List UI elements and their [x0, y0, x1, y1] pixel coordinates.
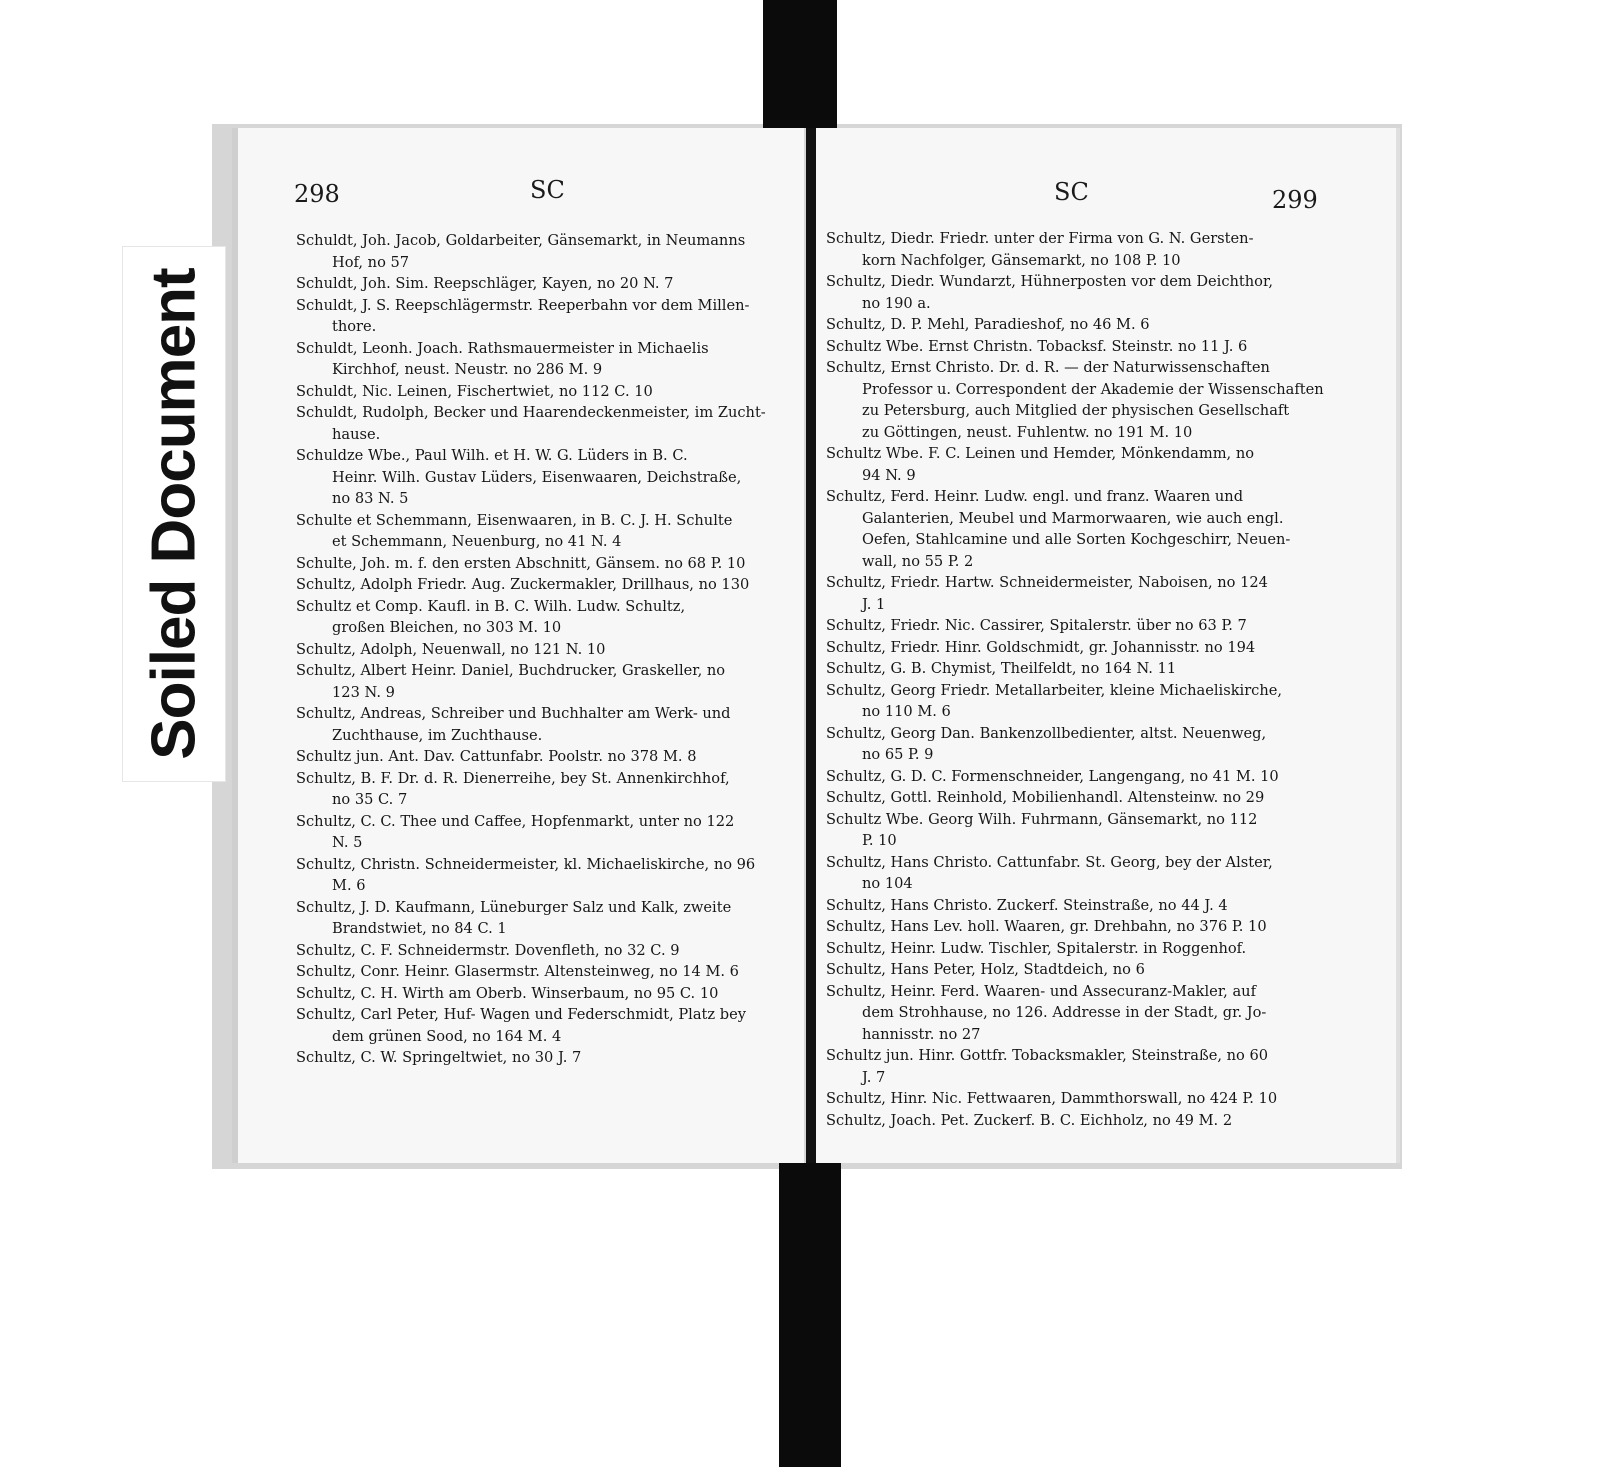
- entry-first-line: Schultz, Diedr. Wundarzt, Hühnerposten vor dem Deichthor,: [826, 273, 1273, 290]
- entry-continuation-line: no 35 C. 7: [332, 791, 408, 808]
- entry-first-line: Schuldt, Joh. Sim. Reepschläger, Kayen, no 20 N. 7: [296, 275, 674, 292]
- entry-continuation-line: thore.: [332, 318, 377, 335]
- entry-first-line: Schuldt, J. S. Reepschlägermstr. Reeperbahn vor dem Millen-: [296, 296, 750, 314]
- entry-first-line: Schultz, Andreas, Schreiber und Buchhalter am Werk- und: [296, 705, 731, 722]
- entry-first-line: Schultz, Carl Peter, Huf- Wagen und Federschmidt, Platz bey: [296, 1006, 746, 1023]
- directory-entry: [296, 768, 794, 811]
- directory-entry: [296, 703, 794, 746]
- directory-entry: [826, 357, 1328, 443]
- directory-entry: [826, 615, 1328, 637]
- entry-first-line: Schuldt, Nic. Leinen, Fischertwiet, no 112 C. 10: [296, 382, 653, 400]
- directory-entry: [826, 916, 1328, 938]
- entry-first-line: Schultz, Joach. Pet. Zuckerf. B. C. Eichholz, no 49 M. 2: [826, 1111, 1233, 1129]
- entry-first-line: Schultz, C. H. Wirth am Oberb. Winserbaum, no 95 C. 10: [296, 984, 719, 1002]
- directory-entry: [826, 486, 1328, 572]
- directory-entry: [826, 959, 1328, 981]
- directory-entry: [296, 639, 794, 661]
- entry-continuation-line: Hof, no 57: [332, 253, 410, 271]
- entry-first-line: Schultz, Ferd. Heinr. Ludw. engl. und franz. Waaren und: [826, 488, 1244, 505]
- entry-first-line: Schultz jun. Ant. Dav. Cattunfabr. Poolstr. no 378 M. 8: [296, 748, 697, 765]
- entry-continuation-line: Galanterien, Meubel und Marmorwaaren, wie auch engl.: [862, 509, 1284, 527]
- entry-continuation-line: Brandstwiet, no 84 C. 1: [332, 920, 507, 937]
- entry-continuation-line: N. 5: [332, 834, 363, 851]
- directory-entry: [826, 271, 1328, 314]
- directory-entry: [296, 897, 794, 940]
- right-page-number: 299: [1272, 186, 1318, 214]
- directory-entry: [826, 228, 1328, 271]
- entry-first-line: Schultz Wbe. Ernst Christn. Tobacksf. Steinstr. no 11 J. 6: [826, 337, 1248, 355]
- entry-continuation-line: no 104: [862, 875, 913, 892]
- entry-continuation-line: et Schemmann, Neuenburg, no 41 N. 4: [332, 533, 622, 550]
- entry-first-line: Schultz, Friedr. Hartw. Schneidermeister, Naboisen, no 124: [826, 574, 1268, 591]
- entry-first-line: Schuldze Wbe., Paul Wilh. et H. W. G. Lüders in B. C.: [296, 447, 688, 464]
- entry-first-line: Schultz, Ernst Christo. Dr. d. R. — der Naturwissenschaften: [826, 359, 1270, 376]
- entry-first-line: Schuldt, Leonh. Joach. Rathsmauermeister in Michaelis: [296, 339, 709, 357]
- directory-entry: [296, 381, 794, 403]
- entry-first-line: Schultz, Hinr. Nic. Fettwaaren, Dammthorswall, no 424 P. 10: [826, 1090, 1278, 1107]
- directory-entry: [826, 1110, 1328, 1132]
- entry-continuation-line: zu Göttingen, neust. Fuhlentw. no 191 M. 10: [862, 423, 1193, 441]
- binding-strip-bottom: [779, 1163, 841, 1467]
- entry-continuation-line: no 65 P. 9: [862, 746, 934, 763]
- entry-first-line: Schultz, Heinr. Ludw. Tischler, Spitalerstr. in Roggenhof.: [826, 939, 1247, 957]
- directory-entry: [296, 445, 794, 510]
- entry-continuation-line: no 110 M. 6: [862, 703, 951, 720]
- soiled-document-label: [122, 246, 226, 782]
- entry-continuation-line: Oefen, Stahlcamine und alle Sorten Kochgeschirr, Neuen-: [862, 531, 1291, 548]
- entry-first-line: Schultz, Hans Lev. holl. Waaren, gr. Drehbahn, no 376 P. 10: [826, 918, 1267, 935]
- entry-continuation-line: J. 1: [862, 595, 886, 613]
- entry-first-line: Schultz Wbe. Georg Wilh. Fuhrmann, Gänsemarkt, no 112: [826, 810, 1258, 828]
- directory-entry: [296, 961, 794, 983]
- directory-entry: [826, 938, 1328, 960]
- entry-first-line: Schultz, Christn. Schneidermeister, kl. Michaeliskirche, no 96: [296, 855, 756, 873]
- directory-entry: [826, 1045, 1328, 1088]
- entry-first-line: Schultz, D. P. Mehl, Paradieshof, no 46 M. 6: [826, 316, 1150, 333]
- entry-continuation-line: wall, no 55 P. 2: [862, 552, 974, 570]
- directory-entry: [826, 658, 1328, 680]
- entry-first-line: Schultz, Hans Christo. Cattunfabr. St. Georg, bey der Alster,: [826, 853, 1273, 871]
- entry-first-line: Schultz, G. D. C. Formenschneider, Langengang, no 41 M. 10: [826, 767, 1279, 785]
- entry-continuation-line: no 83 N. 5: [332, 490, 409, 507]
- entry-first-line: Schultz, Friedr. Nic. Cassirer, Spitalerstr. über no 63 P. 7: [826, 617, 1247, 634]
- entry-first-line: Schultz, C. C. Thee und Caffee, Hopfenmarkt, unter no 122: [296, 812, 735, 830]
- directory-entry: [296, 273, 794, 295]
- entry-first-line: Schultz, Diedr. Friedr. unter der Firma von G. N. Gersten-: [826, 230, 1254, 247]
- directory-entry: [296, 402, 794, 445]
- directory-entry: [826, 680, 1328, 723]
- directory-entry: [826, 443, 1328, 486]
- book-spine: [806, 128, 816, 1163]
- entry-first-line: Schultz, C. W. Springeltwiet, no 30 J. 7: [296, 1049, 582, 1066]
- entry-first-line: Schultz, Adolph, Neuenwall, no 121 N. 10: [296, 640, 606, 658]
- entry-first-line: Schultz, Hans Peter, Holz, Stadtdeich, no 6: [826, 961, 1145, 978]
- directory-entry: [826, 314, 1328, 336]
- entry-first-line: Schultz, Friedr. Hinr. Goldschmidt, gr. Johannisstr. no 194: [826, 638, 1256, 656]
- left-entries-list: [296, 230, 794, 1069]
- entry-continuation-line: hannisstr. no 27: [862, 1025, 981, 1043]
- directory-entry: [826, 637, 1328, 659]
- entry-continuation-line: P. 10: [862, 832, 897, 849]
- entry-continuation-line: dem grünen Sood, no 164 M. 4: [332, 1027, 562, 1045]
- directory-entry: [826, 1088, 1328, 1110]
- directory-entry: [296, 811, 794, 854]
- entry-first-line: Schulte, Joh. m. f. den ersten Abschnitt, Gänsem. no 68 P. 10: [296, 554, 746, 572]
- directory-entry: [296, 230, 794, 273]
- directory-entry: [296, 1047, 794, 1069]
- entry-first-line: Schultz, Georg Dan. Bankenzollbedienter, altst. Neuenweg,: [826, 724, 1267, 742]
- entry-continuation-line: Zuchthause, im Zuchthause.: [332, 726, 543, 744]
- entry-first-line: Schultz, Heinr. Ferd. Waaren- und Assecuranz-Makler, auf: [826, 982, 1256, 1000]
- entry-continuation-line: Kirchhof, neust. Neustr. no 286 M. 9: [332, 361, 603, 378]
- soiled-document-label-text: Soiled Document: [139, 268, 209, 760]
- right-entries-list: [826, 228, 1328, 1131]
- entry-continuation-line: hause.: [332, 425, 381, 443]
- directory-entry: [296, 1004, 794, 1047]
- entry-continuation-line: J. 7: [862, 1068, 886, 1086]
- entry-continuation-line: Professor u. Correspondent der Akademie der Wissenschaften: [862, 380, 1324, 398]
- directory-entry: [296, 574, 794, 596]
- entry-first-line: Schulte et Schemmann, Eisenwaaren, in B. C. J. H. Schulte: [296, 511, 733, 529]
- entry-continuation-line: no 190 a.: [862, 294, 931, 312]
- entry-first-line: Schultz, Georg Friedr. Metallarbeiter, kleine Michaeliskirche,: [826, 681, 1283, 699]
- directory-entry: [296, 940, 794, 962]
- entry-continuation-line: Heinr. Wilh. Gustav Lüders, Eisenwaaren, Deichstraße,: [332, 468, 742, 486]
- entry-first-line: Schultz, Gottl. Reinhold, Mobilienhandl. Altensteinw. no 29: [826, 789, 1265, 806]
- directory-entry: [296, 295, 794, 338]
- directory-entry: [826, 787, 1328, 809]
- directory-entry: [296, 553, 794, 575]
- directory-entry: [826, 895, 1328, 917]
- directory-entry: [296, 660, 794, 703]
- entry-first-line: Schultz, Albert Heinr. Daniel, Buchdrucker, Graskeller, no: [296, 662, 726, 679]
- directory-entry: [296, 983, 794, 1005]
- entry-first-line: Schultz, J. D. Kaufmann, Lüneburger Salz und Kalk, zweite: [296, 898, 732, 916]
- directory-entry: [296, 746, 794, 768]
- entry-first-line: Schultz et Comp. Kaufl. in B. C. Wilh. Ludw. Schultz,: [296, 597, 686, 615]
- directory-entry: [826, 336, 1328, 358]
- directory-entry: [826, 723, 1328, 766]
- entry-first-line: Schultz, Adolph Friedr. Aug. Zuckermakler, Drillhaus, no 130: [296, 576, 750, 593]
- right-page-header: SC: [1054, 178, 1089, 206]
- binding-strip-top: [763, 0, 837, 128]
- entry-continuation-line: korn Nachfolger, Gänsemarkt, no 108 P. 10: [862, 251, 1181, 269]
- directory-entry: [826, 852, 1328, 895]
- entry-first-line: Schuldt, Joh. Jacob, Goldarbeiter, Gänsemarkt, in Neumanns: [296, 232, 746, 249]
- left-page-number: 298: [294, 180, 340, 208]
- directory-entry: [296, 596, 794, 639]
- directory-entry: [826, 981, 1328, 1046]
- directory-entry: [826, 572, 1328, 615]
- directory-entry: [296, 510, 794, 553]
- directory-entry: [296, 338, 794, 381]
- directory-entry: [826, 809, 1328, 852]
- entry-first-line: Schultz, B. F. Dr. d. R. Dienerreihe, bey St. Annenkirchhof,: [296, 769, 730, 787]
- entry-continuation-line: 94 N. 9: [862, 466, 916, 484]
- entry-first-line: Schultz Wbe. F. C. Leinen und Hemder, Mönkendamm, no: [826, 445, 1255, 462]
- entry-first-line: Schultz jun. Hinr. Gottfr. Tobacksmakler, Steinstraße, no 60: [826, 1047, 1269, 1064]
- entry-continuation-line: zu Petersburg, auch Mitglied der physischen Gesellschaft: [862, 402, 1290, 419]
- directory-entry: [296, 854, 794, 897]
- entry-first-line: Schuldt, Rudolph, Becker und Haarendeckenmeister, im Zucht-: [296, 404, 766, 421]
- entry-continuation-line: M. 6: [332, 877, 366, 894]
- left-page-header: SC: [530, 176, 565, 204]
- entry-first-line: Schultz, G. B. Chymist, Theilfeldt, no 164 N. 11: [826, 660, 1177, 677]
- entry-first-line: Schultz, C. F. Schneidermstr. Dovenfleth, no 32 C. 9: [296, 941, 680, 959]
- directory-entry: [826, 766, 1328, 788]
- entry-continuation-line: dem Strohhause, no 126. Addresse in der Stadt, gr. Jo-: [862, 1004, 1267, 1021]
- entry-first-line: Schultz, Conr. Heinr. Glasermstr. Altensteinweg, no 14 M. 6: [296, 963, 739, 980]
- entry-continuation-line: großen Bleichen, no 303 M. 10: [332, 619, 562, 636]
- entry-first-line: Schultz, Hans Christo. Zuckerf. Steinstraße, no 44 J. 4: [826, 896, 1228, 914]
- entry-continuation-line: 123 N. 9: [332, 683, 395, 701]
